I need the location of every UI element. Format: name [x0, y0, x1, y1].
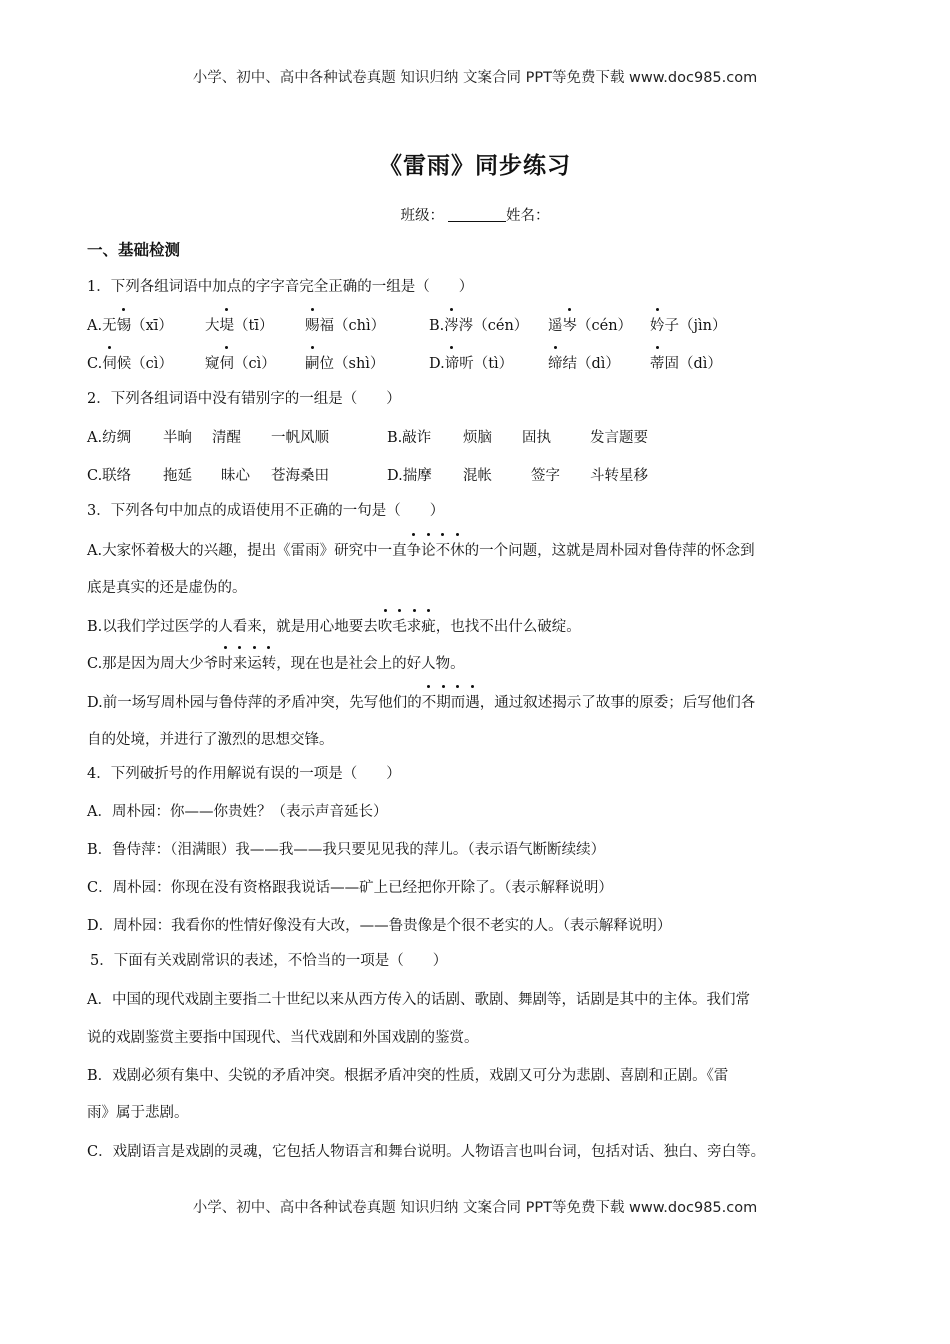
page-header: 小学、初中、高中各种试卷真题 知识归纳 文案合同 PPT等免费下载 www.doc985.com [192, 70, 758, 86]
q5-option-a-line-1: A．中国的现代戏剧主要指二十世纪以来从西方传入的话剧、歌剧、舞剧等，话剧是其中的主体。我们常 [87, 992, 750, 1008]
q5-option-b-line-2: 雨》属于悲剧。 [87, 1105, 189, 1121]
page-footer: 小学、初中、高中各种试卷真题 知识归纳 文案合同 PPT等免费下载 www.doc985.com [192, 1200, 758, 1216]
name-label: 姓名： [506, 208, 550, 224]
q3-option-d-line-2: 自的处境，并进行了激烈的思想交锋。 [87, 732, 334, 748]
q2-option-d-word-1: D.揣摩 [387, 468, 432, 484]
q2-option-c-word-1: C.联络 [87, 468, 132, 484]
q1-option-d-item-2: 缔结（dì） [548, 352, 620, 373]
q3-option-d-line-1: D.前一场写周朴园与鲁侍萍的矛盾冲突，先写他们的不期而遇，通过叙述揭示了故事的原委；后写他们各 [87, 691, 755, 712]
q1-option-a-item-3: 赐福（chì） [305, 314, 385, 335]
q4-option-b: B．鲁侍萍：（泪满眼）我——我——我只要见见我的萍儿。（表示语气断断续续） [87, 842, 606, 858]
class-label: 班级： [400, 208, 444, 224]
q2-option-a-word-2: 半晌 [163, 430, 192, 446]
q2-option-b-word-4: 发言题要 [590, 430, 648, 446]
section-heading: 一、基础检测 [87, 240, 181, 259]
q3-option-a-line-2: 底是真实的还是虚伪的。 [87, 580, 247, 596]
q4-option-a: A．周朴园：你——你贵姓？（表示声音延长） [87, 804, 388, 820]
q2-option-b-word-3: 固执 [522, 430, 551, 446]
q3-option-b: B.以我们学过医学的人看来，就是用心地要去吹毛求疵，也找不出什么破绽。 [87, 615, 581, 636]
q4-stem: 4．下列破折号的作用解说有误的一项是（ ） [87, 766, 401, 782]
q2-option-a-word-4: 一帆风顺 [271, 430, 329, 446]
class-name-line [0, 204, 950, 225]
q2-option-a-word-1: A.纺绸 [87, 430, 132, 446]
q1-option-b-item-1: B.涔涔（cén） [429, 314, 528, 335]
q5-option-b-line-1: B．戏剧必须有集中、尖锐的矛盾冲突。根据矛盾冲突的性质，戏剧又可分为悲剧、喜剧和正剧。《雷 [87, 1068, 729, 1084]
q3-option-c: C.那是因为周大少爷时来运转，现在也是社会上的好人物。 [87, 652, 465, 673]
q2-stem: 2．下列各组词语中没有错别字的一组是（ ） [87, 391, 401, 407]
q1-option-d-item-1: D.谛听（tì） [429, 352, 513, 373]
q2-option-c-word-2: 拖延 [163, 468, 192, 484]
q2-option-b-word-2: 烦脑 [463, 430, 492, 446]
q1-option-a-item-2: 大堤（tī） [205, 314, 273, 335]
q2-option-a-word-3: 清醒 [212, 430, 241, 446]
q2-option-b-word-1: B.敲诈 [387, 430, 432, 446]
class-blank [448, 207, 506, 222]
q5-option-a-line-2: 说的戏剧鉴赏主要指中国现代、当代戏剧和外国戏剧的鉴赏。 [87, 1030, 479, 1046]
q1-option-c-item-1: C.伺候（cì） [87, 352, 173, 373]
q5-stem: 5．下面有关戏剧常识的表述，不恰当的一项是（ ） [90, 953, 448, 969]
q2-option-d-word-3: 签字 [531, 468, 560, 484]
q3-stem: 3．下列各句中加点的成语使用不正确的一句是（ ） [87, 503, 445, 519]
q1-stem: 1．下列各组词语中加点的字字音完全正确的一组是（ ） [87, 279, 474, 295]
q5-option-c-line-1: C．戏剧语言是戏剧的灵魂，它包括人物语言和舞台说明。人物语言也叫台词，包括对话、独白、旁白等。 [87, 1144, 766, 1160]
q2-option-c-word-4: 苍海桑田 [271, 468, 329, 484]
q2-option-d-word-4: 斗转星移 [590, 468, 648, 484]
q4-option-c: C．周朴园：你现在没有资格跟我说话——矿上已经把你开除了。（表示解释说明） [87, 880, 613, 896]
q1-option-a-item-1: A.无锡（xī） [87, 314, 173, 335]
q1-option-d-item-3: 蒂固（dì） [650, 352, 722, 373]
q1-option-c-item-3: 嗣位（shì） [305, 352, 384, 373]
q2-option-d-word-2: 混帐 [463, 468, 492, 484]
q1-option-b-item-3: 妗子（jìn） [650, 314, 726, 335]
page-title: 《雷雨》同步练习 [379, 152, 571, 179]
q4-option-d: D．周朴园：我看你的性情好像没有大改，——鲁贵像是个很不老实的人。（表示解释说明） [87, 918, 672, 934]
q2-option-c-word-3: 昧心 [221, 468, 250, 484]
q1-option-b-item-2: 遥岑（cén） [548, 314, 632, 335]
q1-option-c-item-2: 窥伺（cì） [205, 352, 276, 373]
q3-option-a-line-1: A.大家怀着极大的兴趣，提出《雷雨》研究中一直争论不休的一个问题，这就是周朴园对鲁侍萍的怀念到 [87, 539, 755, 560]
